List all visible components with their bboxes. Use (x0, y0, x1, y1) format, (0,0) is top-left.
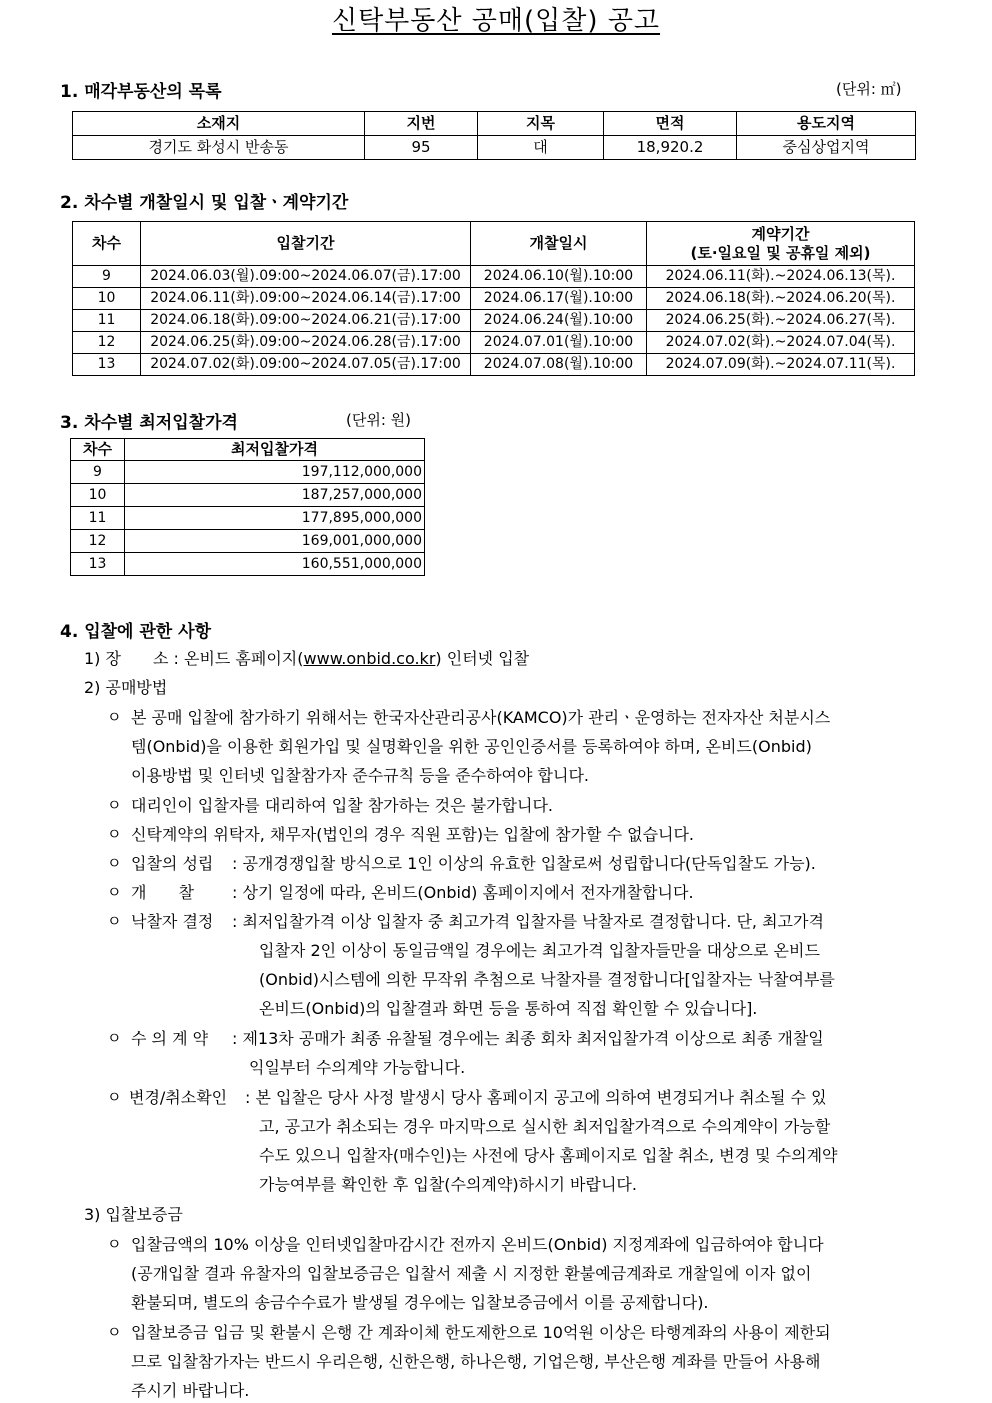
table-header-row (71, 439, 425, 461)
method-text: : 공개경쟁입찰 방식으로 1인 이상의 유효한 입찰로써 성립합니다(단독입찰도 가능). (232, 854, 816, 873)
table-row (73, 332, 915, 354)
method-text: (Onbid)시스템에 의한 무작위 추첨으로 낙찰자를 결정합니다[입찰자는 낙찰여부를 (259, 970, 835, 989)
cell-opening-date: 2024.07.01(월).10:00 (471, 332, 647, 354)
method-text: : 제13차 공매가 최종 유찰될 경우에는 최종 회차 최저입찰가격 이상으로 최종 개찰일 (232, 1029, 824, 1048)
cell-min-price: 169,001,000,000 (125, 530, 425, 553)
method-text: : 상기 일정에 따라, 온비드(Onbid) 홈페이지에서 전자개찰합니다. (232, 883, 694, 902)
deposit-text: 주시기 바랍니다. (131, 1381, 250, 1400)
header-area: 면적 (604, 112, 737, 136)
cell-round: 13 (73, 354, 141, 376)
page-title: 신탁부동산 공매(입찰) 공고 (331, 6, 661, 36)
cell-contract-period: 2024.06.18(화).~2024.06.20(목). (647, 288, 915, 310)
cell-opening-date: 2024.07.08(월).10:00 (471, 354, 647, 376)
header-zoning: 용도지역 (737, 112, 916, 136)
table-row (71, 484, 425, 507)
bullet-marker: ㅇ (107, 796, 122, 814)
table-row (71, 507, 425, 530)
method-heading: 2) 공매방법 (84, 678, 168, 697)
table-row (73, 310, 915, 332)
cell-lot-number: 95 (365, 136, 478, 160)
property-table (72, 111, 916, 160)
cell-bid-period: 2024.06.03(월).09:00~2024.06.07(금).17:00 (141, 266, 471, 288)
header-land-category: 지목 (478, 112, 604, 136)
cell-area: 18,920.2 (604, 136, 737, 160)
table-row (73, 266, 915, 288)
table-header-row (73, 112, 916, 136)
method-label: 입찰의 성립 (131, 854, 214, 873)
header-contract-period (647, 222, 915, 266)
cell-contract-period: 2024.06.25(화).~2024.06.27(목). (647, 310, 915, 332)
header-opening-date: 개찰일시 (471, 222, 647, 266)
bid-place-line (84, 646, 529, 669)
onbid-link[interactable]: www.onbid.co.kr (303, 649, 436, 668)
method-text: 익일부터 수의계약 가능합니다. (249, 1058, 466, 1077)
header-round: 차수 (71, 439, 125, 461)
table-row (73, 136, 916, 160)
cell-location: 경기도 화성시 반송동 (73, 136, 365, 160)
section-1-heading: 1. 매각부동산의 목록 (60, 82, 222, 102)
cell-min-price: 160,551,000,000 (125, 553, 425, 576)
cell-min-price: 177,895,000,000 (125, 507, 425, 530)
cell-bid-period: 2024.06.18(화).09:00~2024.06.21(금).17:00 (141, 310, 471, 332)
cell-round: 10 (71, 484, 125, 507)
section-2-heading: 2. 차수별 개찰일시 및 입찰ㆍ계약기간 (60, 193, 349, 213)
bullet-marker: ㅇ (107, 912, 122, 930)
method-text: 입찰자 2인 이상이 동일금액일 경우에는 최고가격 입찰자들만을 대상으로 온비드 (259, 941, 820, 960)
bullet-marker: ㅇ (107, 883, 122, 901)
deposit-text: 입찰보증금 입금 및 환불시 은행 간 계좌이체 한도제한으로 10억원 이상은 타행계좌의 사용이 제한되 (131, 1323, 831, 1342)
header-min-price: 최저입찰가격 (125, 439, 425, 461)
table-row (73, 354, 915, 376)
cell-contract-period: 2024.07.02(화).~2024.07.04(목). (647, 332, 915, 354)
cell-round: 11 (73, 310, 141, 332)
schedule-table (72, 221, 915, 376)
header-round: 차수 (73, 222, 141, 266)
cell-round: 13 (71, 553, 125, 576)
method-text: 온비드(Onbid)의 입찰결과 화면 등을 통하여 직접 확인할 수 있습니다]. (259, 999, 758, 1018)
table-row (71, 461, 425, 484)
cell-min-price: 187,257,000,000 (125, 484, 425, 507)
deposit-text: 입찰금액의 10% 이상을 인터넷입찰마감시간 전까지 온비드(Onbid) 지정계좌에 입금하여야 합니다 (131, 1235, 824, 1254)
method-text: : 최저입찰가격 이상 입찰자 중 최고가격 입찰자를 낙찰자로 결정합니다. 단, 최고가격 (232, 912, 824, 931)
cell-round: 12 (73, 332, 141, 354)
table-header-row (73, 222, 915, 266)
bid-place-tail: ) 인터넷 입찰 (435, 649, 530, 668)
method-text: 대리인이 입찰자를 대리하여 입찰 참가하는 것은 불가합니다. (131, 796, 554, 815)
method-text: 고, 공고가 취소되는 경우 마지막으로 실시한 최저입찰가격으로 수의계약이 가능할 (259, 1117, 831, 1136)
header-location: 소재지 (73, 112, 365, 136)
method-label: 개 찰 (131, 883, 194, 902)
method-text: 이용방법 및 인터넷 입찰참가자 준수규칙 등을 준수하여야 합니다. (131, 766, 590, 785)
method-text: 템(Onbid)을 이용한 회원가입 및 실명확인을 위한 공인인증서를 등록하여야 하며, 온비드(Onbid) (131, 737, 812, 756)
cell-min-price: 197,112,000,000 (125, 461, 425, 484)
cell-bid-period: 2024.07.02(화).09:00~2024.07.05(금).17:00 (141, 354, 471, 376)
cell-land-category: 대 (478, 136, 604, 160)
header-lot-number: 지번 (365, 112, 478, 136)
contract-period-label: 계약기간 (751, 224, 810, 243)
cell-bid-period: 2024.06.11(화).09:00~2024.06.14(금).17:00 (141, 288, 471, 310)
deposit-text: 환불되며, 별도의 송금수수료가 발생될 경우에는 입찰보증금에서 이를 공제합니다). (131, 1293, 709, 1312)
cell-round: 9 (71, 461, 125, 484)
cell-round: 12 (71, 530, 125, 553)
cell-opening-date: 2024.06.17(월).10:00 (471, 288, 647, 310)
deposit-heading: 3) 입찰보증금 (84, 1205, 183, 1224)
method-text: 가능여부를 확인한 후 입찰(수의계약)하시기 바랍니다. (259, 1175, 637, 1194)
cell-round: 10 (73, 288, 141, 310)
table-row (71, 530, 425, 553)
method-text: 신탁계약의 위탁자, 채무자(법인의 경우 직원 포함)는 입찰에 참가할 수 없습니다. (131, 825, 695, 844)
table-row (73, 288, 915, 310)
deposit-text: 므로 입찰참가자는 반드시 우리은행, 신한은행, 하나은행, 기업은행, 부산은행 계좌를 만들어 사용해 (131, 1352, 821, 1371)
bullet-marker: ㅇ (107, 854, 122, 872)
bullet-marker: ㅇ (107, 708, 122, 726)
bullet-marker: ㅇ (107, 825, 122, 843)
method-label: 수 의 계 약 (131, 1029, 209, 1048)
cell-round: 9 (73, 266, 141, 288)
section-4-heading: 4. 입찰에 관한 사항 (60, 622, 211, 642)
bullet-marker: ㅇ (107, 1088, 122, 1106)
cell-round: 11 (71, 507, 125, 530)
bid-place-label: 1) 장 소 : 온비드 홈페이지( (84, 649, 304, 668)
method-text: 본 공매 입찰에 참가하기 위해서는 한국자산관리공사(KAMCO)가 관리ㆍ운영하는 전자자산 처분시스 (131, 708, 831, 727)
table-row (71, 553, 425, 576)
cell-zoning: 중심상업지역 (737, 136, 916, 160)
bullet-marker: ㅇ (107, 1235, 122, 1253)
cell-contract-period: 2024.06.11(화).~2024.06.13(목). (647, 266, 915, 288)
method-text: 수도 있으니 입찰자(매수인)는 사전에 당사 홈페이지로 입찰 취소, 변경 및 수의계약 (259, 1146, 838, 1165)
bullet-marker: ㅇ (107, 1029, 122, 1047)
cell-opening-date: 2024.06.10(월).10:00 (471, 266, 647, 288)
min-price-table (70, 438, 425, 576)
bullet-marker: ㅇ (107, 1323, 122, 1341)
cell-bid-period: 2024.06.25(화).09:00~2024.06.28(금).17:00 (141, 332, 471, 354)
deposit-text: (공개입찰 결과 유찰자의 입찰보증금은 입찰서 제출 시 지정한 환불예금계좌로 개찰일에 이자 없이 (131, 1264, 812, 1283)
section-1-unit: (단위: ㎡) (836, 80, 902, 98)
method-label: 낙찰자 결정 (131, 912, 214, 931)
cell-opening-date: 2024.06.24(월).10:00 (471, 310, 647, 332)
section-3-unit: (단위: 원) (346, 411, 411, 429)
section-3-heading: 3. 차수별 최저입찰가격 (60, 413, 238, 433)
cell-contract-period: 2024.07.09(화).~2024.07.11(목). (647, 354, 915, 376)
header-bid-period: 입찰기간 (141, 222, 471, 266)
contract-period-note: (토·일요일 및 공휴일 제외) (690, 243, 871, 262)
method-text: : 본 입찰은 당사 사정 발생시 당사 홈페이지 공고에 의하여 변경되거나 취소될 수 있 (245, 1088, 827, 1107)
method-label: 변경/취소확인 (129, 1088, 228, 1107)
